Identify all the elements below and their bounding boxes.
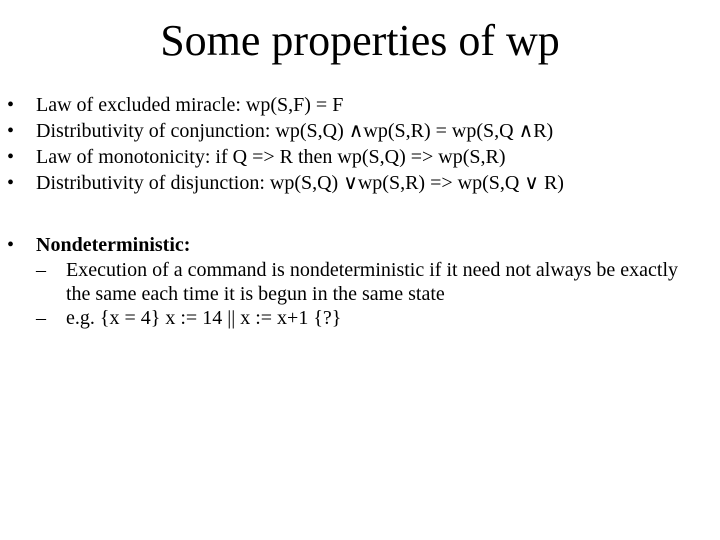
bullet-text: Law of excluded miracle: wp(S,F) = F — [36, 94, 344, 116]
bullet-text: Distributivity of disjunction: wp(S,Q) ∨wp(S,R) => wp(S,Q ∨ R) — [36, 172, 564, 194]
bullet-list — [0, 92, 720, 330]
bullet-item-excluded-miracle — [0, 92, 720, 118]
sub-item-definition — [0, 258, 706, 306]
slide-title: Some properties of wp — [160, 16, 560, 65]
bullet-icon: • — [7, 234, 15, 256]
dash-icon: – — [36, 259, 46, 281]
bullet-heading: Nondeterministic: — [36, 234, 191, 256]
bullet-text: Distributivity of conjunction: wp(S,Q) ∧wp(S,R) = wp(S,Q ∧R) — [36, 120, 554, 142]
bullet-item-nondeterministic — [0, 232, 720, 258]
bullet-item-monotonicity — [0, 144, 720, 170]
bullet-icon: • — [7, 94, 15, 116]
bullet-icon: • — [7, 146, 15, 168]
bullet-item-conjunction — [0, 118, 720, 144]
sub-item-text: e.g. {x = 4} x := 14 || x := x+1 {?} — [66, 307, 342, 329]
bullet-text: Law of monotonicity: if Q => R then wp(S,Q) => wp(S,R) — [36, 146, 506, 168]
dash-icon: – — [36, 307, 46, 329]
sub-item-example — [0, 306, 706, 330]
bullet-icon: • — [7, 120, 15, 142]
sub-list-container — [0, 258, 720, 330]
bullet-item-disjunction — [0, 170, 720, 196]
sub-item-text: Execution of a command is nondeterministic if it need not always be exactly the same each time it is begun in the same state — [66, 259, 679, 305]
bullet-icon: • — [7, 172, 15, 194]
sub-list — [0, 258, 720, 330]
